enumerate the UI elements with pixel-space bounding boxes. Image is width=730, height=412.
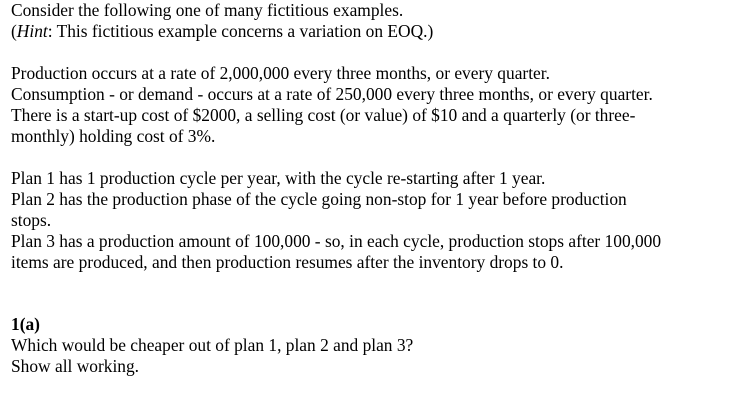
paragraph-gap [11, 42, 723, 63]
question-number: 1(a) [11, 314, 40, 334]
parameter-line: monthly) holding cost of 3%. [11, 126, 216, 146]
hint-line [11, 21, 723, 42]
plan-line: Plan 3 has a production amount of 100,000 - so, in each cycle, production stops after 100,000 [11, 231, 662, 251]
plan-line: items are produced, and then production resumes after the inventory drops to 0. [11, 252, 564, 272]
parameter-line: Consumption - or demand - occurs at a rate of 250,000 every three months, or every quarter. [11, 84, 653, 104]
hint-open-paren: ( [11, 21, 17, 41]
question-text: Which would be cheaper out of plan 1, plan 2 and plan 3? [11, 335, 414, 355]
paragraph-gap [11, 147, 723, 168]
plan-line: stops. [11, 210, 52, 230]
parameter-line: There is a start-up cost of $2000, a selling cost (or value) of $10 and a quarterly (or three- [11, 105, 636, 125]
question-instruction: Show all working. [11, 356, 140, 376]
plan-line: Plan 1 has 1 production cycle per year, with the cycle re-starting after 1 year. [11, 168, 546, 188]
hint-text: : This fictitious example concerns a variation on EOQ.) [47, 21, 434, 41]
hint-label: Hint [16, 21, 48, 41]
parameter-line: Production occurs at a rate of 2,000,000 every three months, or every quarter. [11, 63, 550, 83]
plan-line: Plan 2 has the production phase of the cycle going non-stop for 1 year before production [11, 189, 627, 209]
intro-line: Consider the following one of many fictitious examples. [11, 0, 404, 20]
document-body [11, 0, 723, 377]
section-gap [11, 273, 723, 314]
